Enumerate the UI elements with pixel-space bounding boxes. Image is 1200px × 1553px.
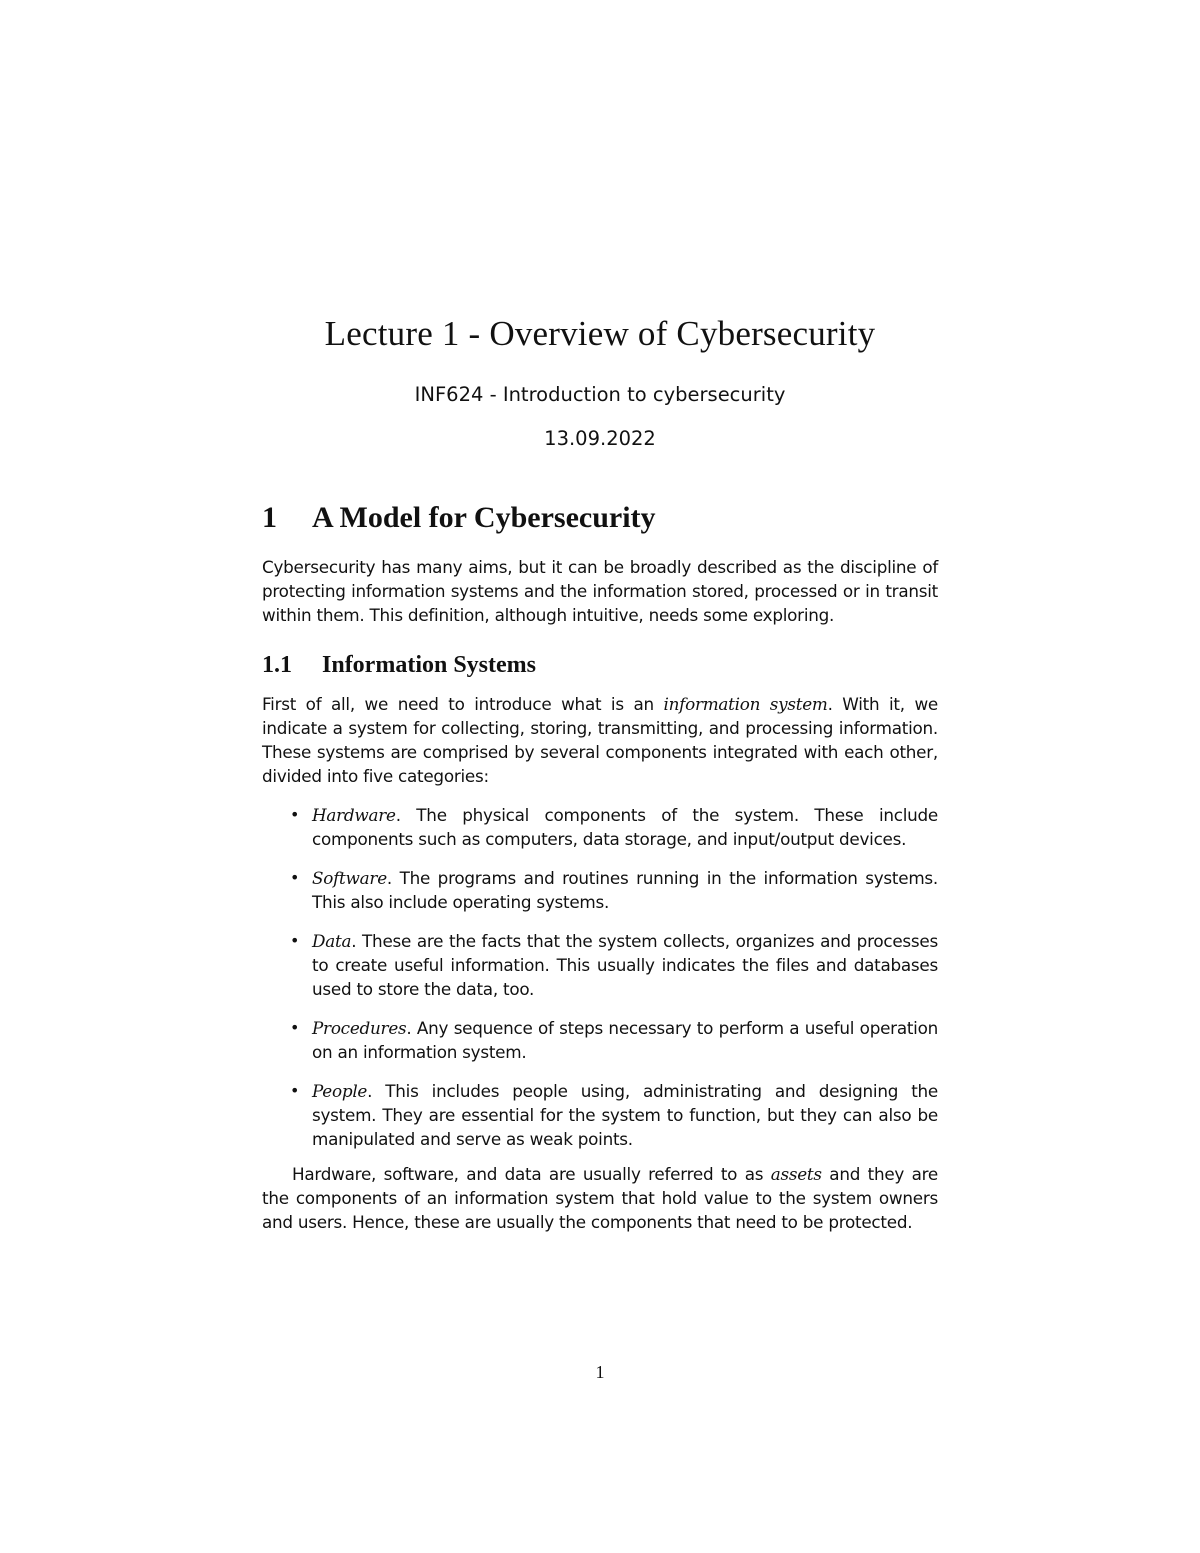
- paragraph-text: First of all, we need to introduce what is an: [262, 694, 664, 714]
- list-item-text: . Any sequence of steps necessary to perform a useful operation on an information system.: [312, 1018, 938, 1062]
- page-number: 1: [595, 1362, 605, 1382]
- section-title: A Model for Cybersecurity: [312, 501, 656, 534]
- list-item-term: Hardware: [312, 805, 396, 825]
- subsection-number: 1.1: [262, 652, 292, 678]
- emphasized-term: information system: [663, 694, 828, 714]
- paragraph-text: . With it, we indicate a system for collecting, storing, transmitting, and processing information. These systems are comprised by several components integrated with each other, divided into five categories:: [262, 694, 938, 786]
- list-item-text: . These are the facts that the system collects, organizes and processes to create useful information. This usually indicates the files and databases used to store the data, too.: [312, 931, 938, 999]
- subsection-title: Information Systems: [322, 652, 536, 678]
- components-list: [262, 803, 938, 1166]
- assets-paragraph: [262, 1162, 938, 1234]
- bullet-icon: •: [290, 931, 300, 950]
- course-name: INF624 - Introduction to cybersecurity: [414, 383, 786, 406]
- list-item-term: People: [312, 1081, 368, 1101]
- list-item-text: . This includes people using, administrating and designing the system. They are essential for the system to function, but they can also be manipulated and serve as weak points.: [312, 1081, 938, 1149]
- bullet-icon: •: [290, 1081, 300, 1100]
- list-item-text: . The physical components of the system. These include components such as computers, data storage, and input/output devices.: [312, 805, 938, 849]
- list-item-term: Procedures: [312, 1018, 407, 1038]
- paragraph-text: and they are the components of an information system that hold value to the system owners and users. Hence, these are usually the components that need to be protected.: [262, 1164, 938, 1232]
- document-date: 13.09.2022: [544, 427, 656, 450]
- list-item-text: . The programs and routines running in the information systems. This also include operating systems.: [312, 868, 938, 912]
- bullet-icon: •: [290, 868, 300, 887]
- section-heading: [262, 501, 656, 535]
- list-item: [262, 803, 938, 851]
- section-intro-paragraph: Cybersecurity has many aims, but it can be broadly described as the discipline of protecting information systems and the information stored, processed or in transit within them. This definition, although intuitive, needs some exploring.: [262, 557, 938, 625]
- list-item-term: Software: [312, 868, 387, 888]
- emphasized-term: assets: [770, 1164, 822, 1184]
- information-systems-paragraph: [262, 692, 938, 788]
- list-item-term: Data: [312, 931, 352, 951]
- list-item: [262, 929, 938, 1001]
- list-item: [262, 866, 938, 914]
- paragraph-text: Hardware, software, and data are usually referred to as: [292, 1164, 771, 1184]
- list-item: [262, 1016, 938, 1064]
- bullet-icon: •: [290, 1018, 300, 1037]
- subsection-heading: [262, 652, 536, 679]
- list-item: [262, 1079, 938, 1151]
- bullet-icon: •: [290, 805, 300, 824]
- document-title: Lecture 1 - Overview of Cybersecurity: [324, 314, 876, 353]
- section-number: 1: [262, 501, 277, 534]
